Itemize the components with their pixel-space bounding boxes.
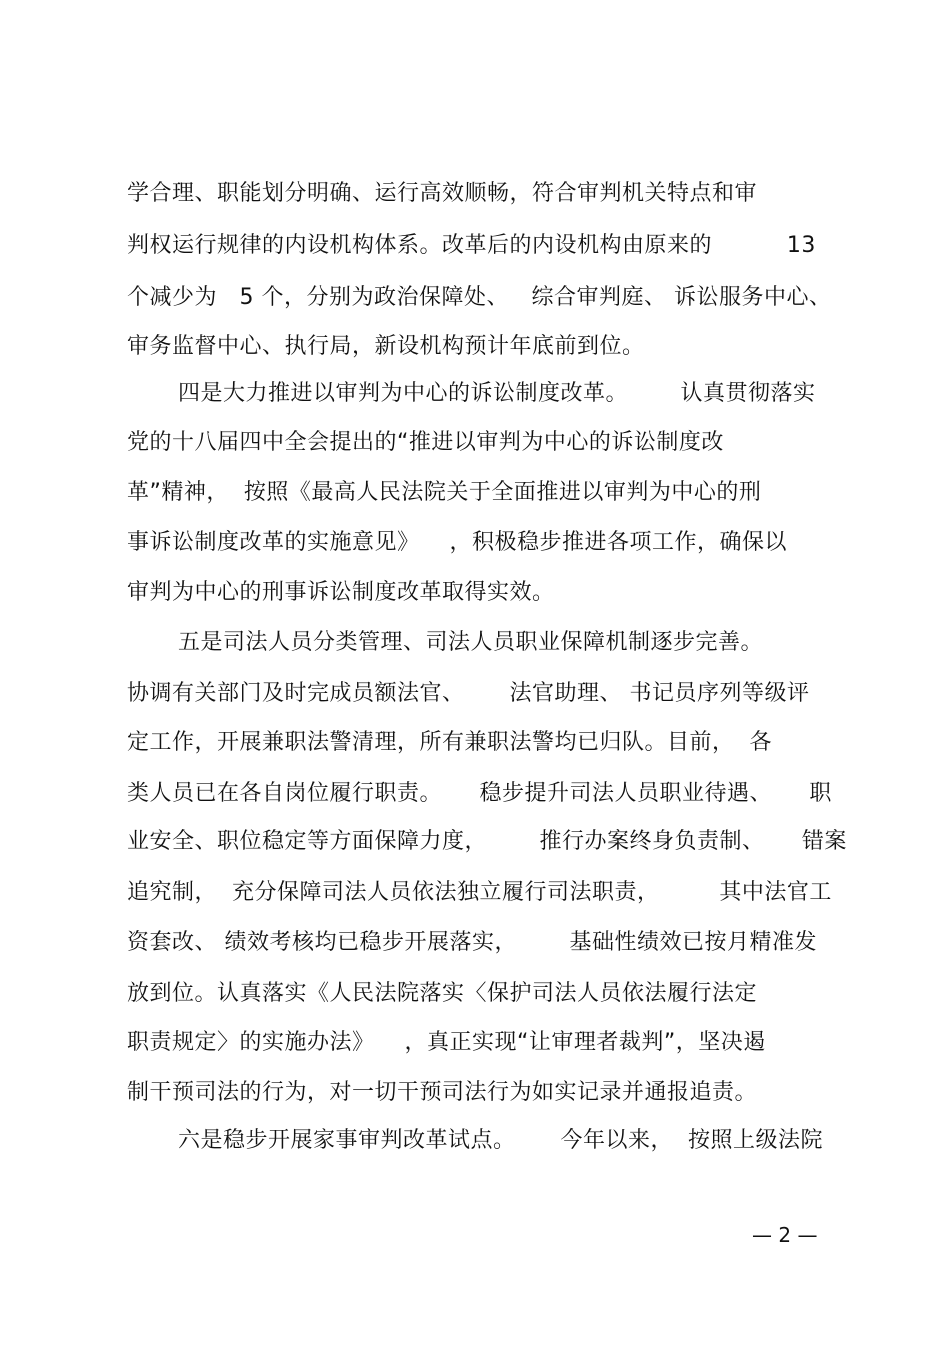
text-line-4: 审务监督中心、执行局，新设机构预计年底前到位。 bbox=[127, 334, 645, 359]
text-line-19: 制干预司法的行为，对一切干预司法行为如实记录并通报追责。 bbox=[127, 1080, 758, 1105]
text-line-8: 事诉讼制度改革的实施意见》 ，积极稳步推进各项工作，确保以 bbox=[127, 530, 787, 555]
text-line-18: 职责规定〉的实施办法》 ，真正实现“让审理者裁判”，坚决遏 bbox=[127, 1030, 766, 1055]
text-line-9: 审判为中心的刑事诉讼制度改革取得实效。 bbox=[127, 580, 555, 605]
text-line-7: 革”精神， 按照《最高人民法院关于全面推进以审判为中心的刑 bbox=[127, 480, 762, 505]
text-line-15: 追究制， 充分保障司法人员依法独立履行司法职责， 其中法官工 bbox=[127, 880, 832, 905]
text-line-12: 定工作，开展兼职法警清理，所有兼职法警均已归队。目前， 各 bbox=[127, 730, 772, 755]
text-line-3: 个减少为 5 个，分别为政治保障处、 综合审判庭、 诉讼服务中心、 bbox=[127, 285, 832, 310]
text-line-11: 协调有关部门及时完成员额法官、 法官助理、 书记员序列等级评 bbox=[127, 681, 810, 706]
text-line-2: 判权运行规律的内设机构体系。改革后的内设机构由原来的 13 bbox=[127, 233, 816, 258]
text-line-16: 资套改、 绩效考核均已稳步开展落实， 基础性绩效已按月精准发 bbox=[127, 930, 817, 955]
text-line-17: 放到位。认真落实《人民法院落实〈保护司法人员依法履行法定 bbox=[127, 981, 758, 1006]
text-line-6: 党的十八届四中全会提出的“推进以审判为中心的诉讼制度改 bbox=[127, 430, 724, 455]
text-line-20: 六是稳步开展家事审判改革试点。 今年以来， 按照上级法院 bbox=[178, 1128, 823, 1153]
text-line-14: 业安全、职位稳定等方面保障力度， 推行办案终身负责制、 错案 bbox=[127, 829, 847, 854]
text-line-1: 学合理、职能划分明确、运行高效顺畅，符合审判机关特点和审 bbox=[127, 181, 758, 206]
page-number: — 2 — bbox=[752, 1223, 818, 1247]
text-line-5: 四是大力推进以审判为中心的诉讼制度改革。 认真贯彻落实 bbox=[178, 381, 816, 406]
text-line-10: 五是司法人员分类管理、司法人员职业保障机制逐步完善。 bbox=[178, 630, 764, 655]
text-line-13: 类人员已在各自岗位履行职责。 稳步提升司法人员职业待遇、 职 bbox=[127, 781, 832, 806]
